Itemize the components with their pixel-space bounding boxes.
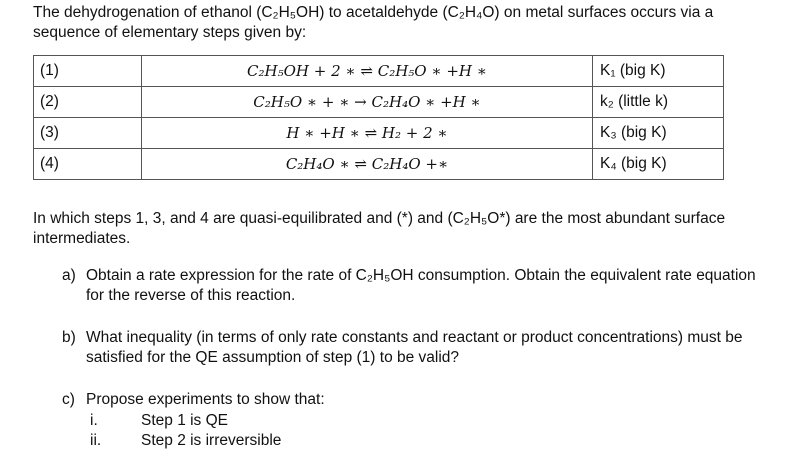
sub-item-text: Step 2 is irreversible bbox=[141, 432, 282, 449]
step-equation: H ∗ +H ∗ ⇌ H₂ + 2 ∗ bbox=[142, 118, 593, 149]
step-number: (4) bbox=[34, 149, 142, 180]
question-text: Propose experiments to show that: bbox=[86, 391, 325, 408]
question-label: a) bbox=[62, 267, 76, 284]
question-text: What inequality (in terms of only rate constants and reactant or product concentrations) must be satisfied for the QE assumption of step (1) to be valid? bbox=[86, 329, 743, 366]
step-row bbox=[34, 56, 724, 87]
step-equation: C₂H₅OH + 2 ∗ ⇌ C₂H₅O ∗ +H ∗ bbox=[142, 56, 593, 87]
step-constant: k₂ (little k) bbox=[593, 87, 724, 118]
step-row bbox=[34, 149, 724, 180]
step-equation: C₂H₄O ∗ ⇌ C₂H₄O +∗ bbox=[142, 149, 593, 180]
problem-intro: The dehydrogenation of ethanol (C₂H₅OH) to acetaldehyde (C₂H₄O) on metal surfaces occurs via a sequence of elementary steps given by: bbox=[33, 4, 714, 41]
step-number: (3) bbox=[34, 118, 142, 149]
step-equation: C₂H₅O ∗ + ∗ → C₂H₄O ∗ +H ∗ bbox=[142, 87, 593, 118]
elementary-steps-table bbox=[33, 55, 724, 180]
question-text: Obtain a rate expression for the rate of C₂H₅OH consumption. Obtain the equivalent rate equation for the reverse of this reaction. bbox=[86, 267, 756, 304]
question-label: b) bbox=[62, 329, 76, 346]
step-number: (2) bbox=[34, 87, 142, 118]
sub-item-text: Step 1 is QE bbox=[141, 412, 229, 429]
step-row bbox=[34, 118, 724, 149]
step-row bbox=[34, 87, 724, 118]
qe-statement: In which steps 1, 3, and 4 are quasi-equilibrated and (*) and (C₂H₅O*) are the most abundant surface intermediates. bbox=[33, 210, 726, 247]
sub-item-numeral: ii. bbox=[90, 432, 102, 449]
question-label: c) bbox=[62, 391, 75, 408]
step-number: (1) bbox=[34, 56, 142, 87]
step-constant: K₃ (big K) bbox=[593, 118, 724, 149]
step-constant: K₁ (big K) bbox=[593, 56, 724, 87]
sub-item-numeral: i. bbox=[90, 412, 98, 429]
step-constant: K₄ (big K) bbox=[593, 149, 724, 180]
